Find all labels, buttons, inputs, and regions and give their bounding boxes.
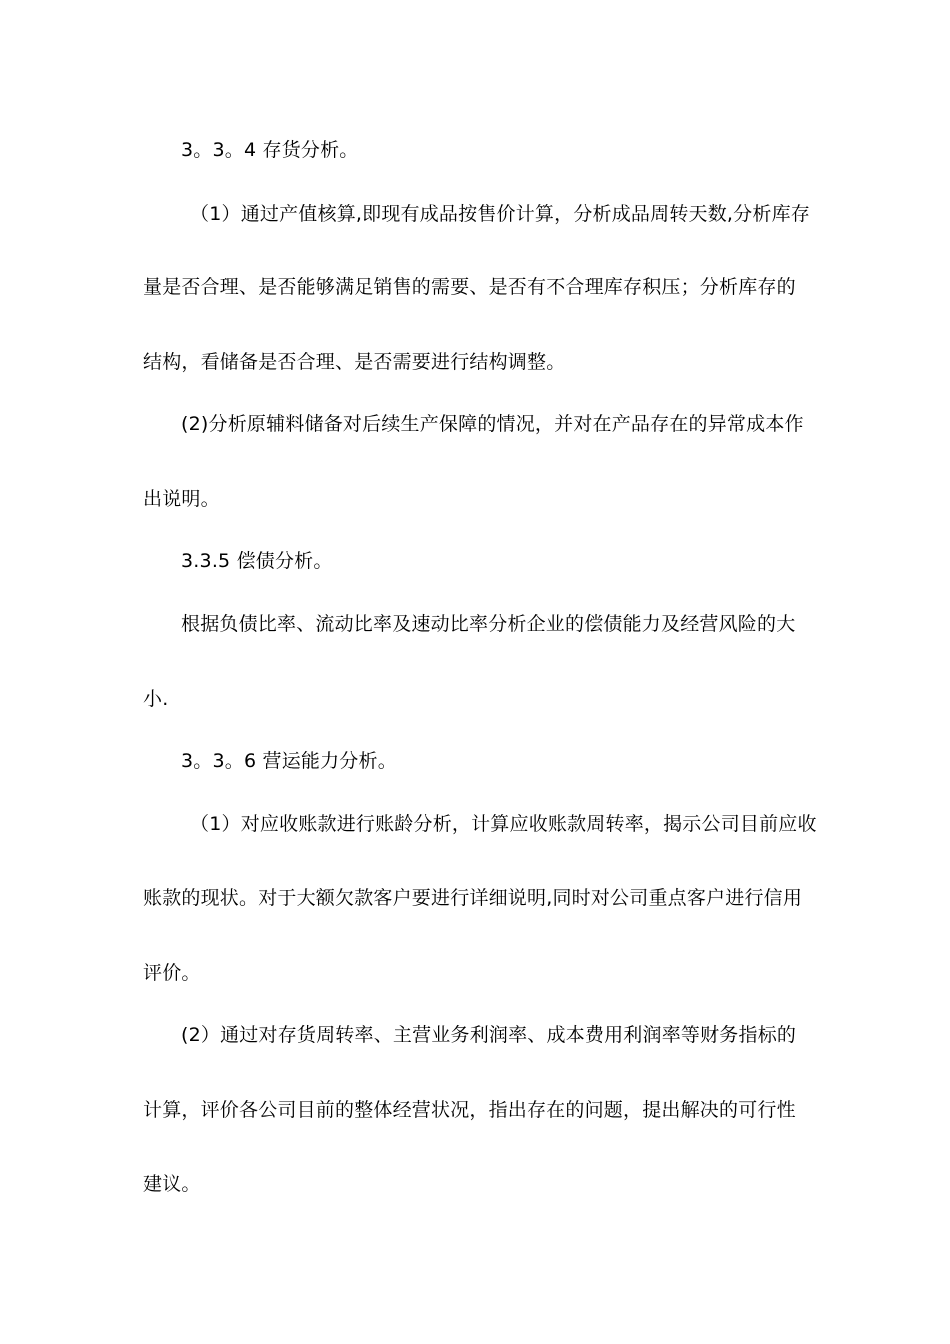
paragraph-line: 根据负债比率、流动比率及速动比率分析企业的偿债能力及经营风险的大	[181, 613, 796, 635]
paragraph-line: (2）通过对存货周转率、主营业务利润率、成本费用利润率等财务指标的	[181, 1024, 797, 1046]
paragraph-line: 账款的现状。对于大额欠款客户要进行详细说明,同时对公司重点客户进行信用	[143, 887, 803, 909]
section-heading-3-3-4: 3。3。4 存货分析。	[181, 139, 359, 161]
paragraph-line: (2)分析原辅料储备对后续生产保障的情况，并对在产品存在的异常成本作	[181, 413, 804, 435]
paragraph-line: 量是否合理、是否能够满足销售的需要、是否有不合理库存积压；分析库存的	[143, 276, 796, 298]
paragraph-line: （1）通过产值核算,即现有成品按售价计算，分析成品周转天数,分析库存	[190, 203, 810, 225]
paragraph-line: 计算，评价各公司目前的整体经营状况，指出存在的问题，提出解决的可行性	[143, 1099, 796, 1121]
section-heading-3-3-6: 3。3。6 营运能力分析。	[181, 750, 397, 772]
paragraph-line: 小.	[143, 688, 169, 710]
paragraph-line: 建议。	[143, 1173, 201, 1195]
paragraph-line: 出说明。	[143, 488, 220, 510]
paragraph-line: （1）对应收账款进行账龄分析，计算应收账款周转率，揭示公司目前应收	[190, 813, 817, 835]
paragraph-line: 结构，看储备是否合理、是否需要进行结构调整。	[143, 351, 566, 373]
section-heading-3-3-5: 3.3.5 偿债分析。	[181, 550, 333, 572]
paragraph-line: 评价。	[143, 962, 201, 984]
